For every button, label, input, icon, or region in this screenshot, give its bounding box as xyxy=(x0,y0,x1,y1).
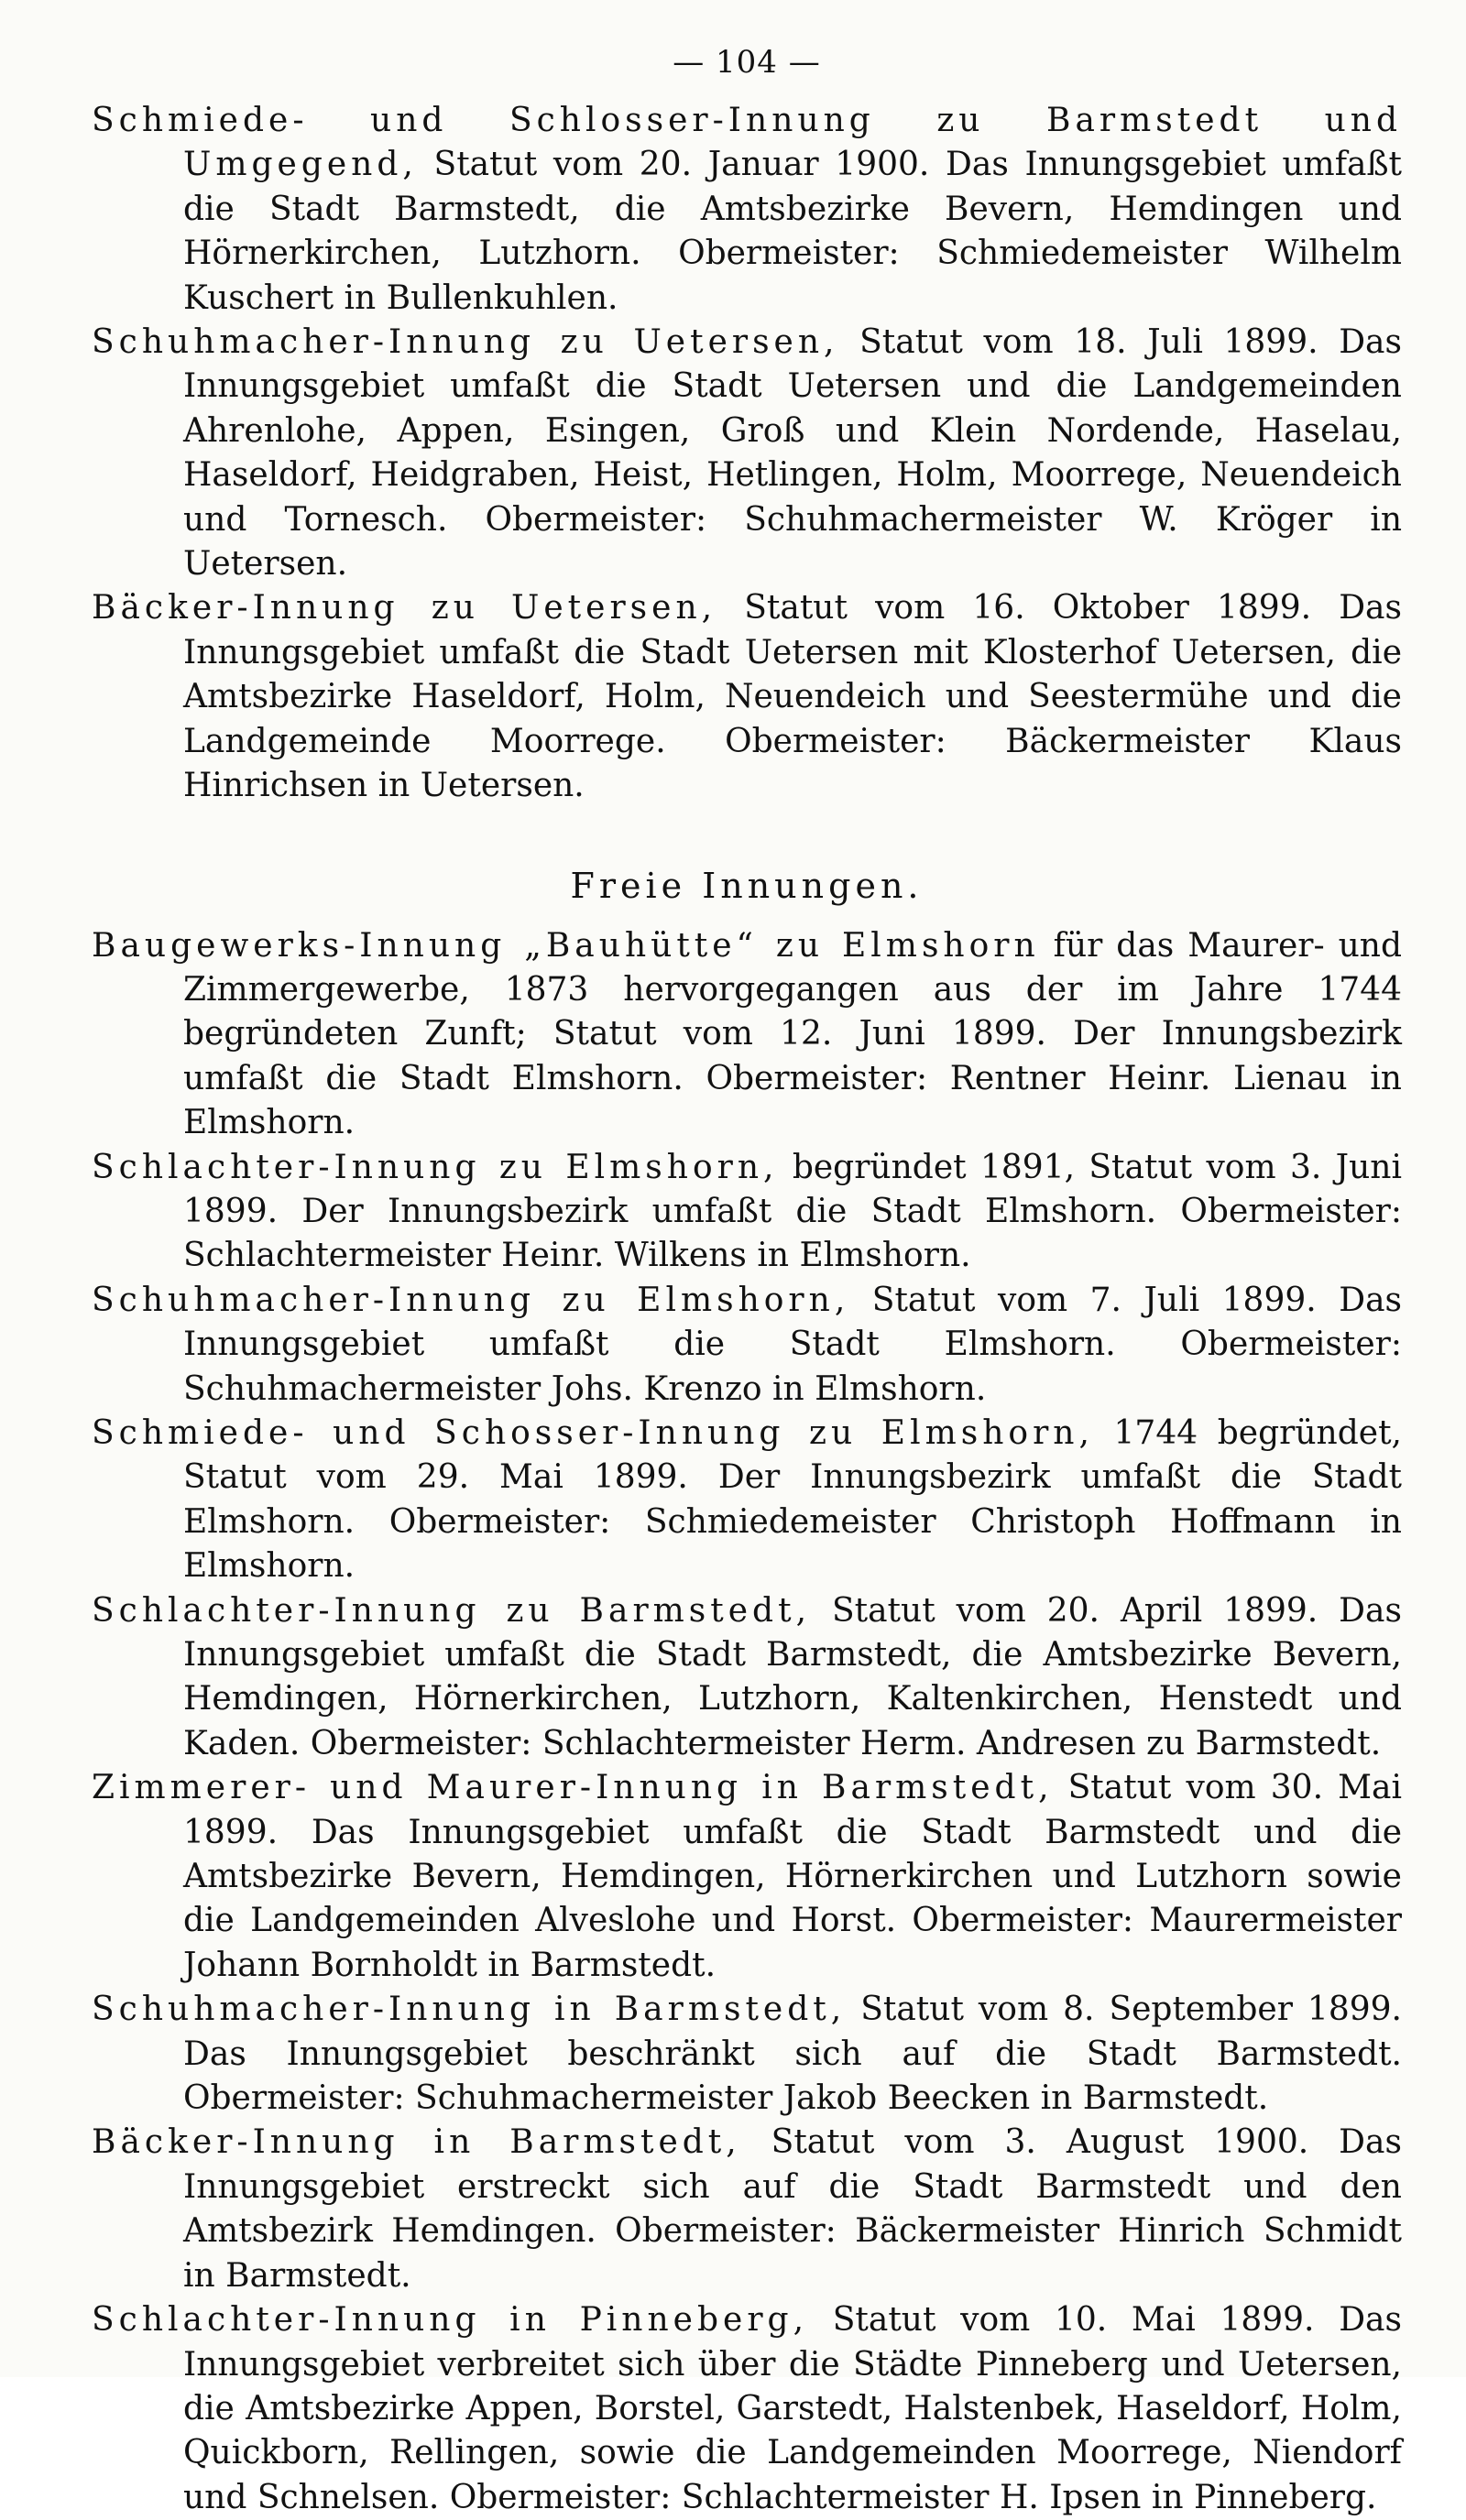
guild-description: Statut vom 16. Oktober 1899. Das Innungsgebiet umfaßt die Stadt Uetersen mit Klosterhof Uetersen, die Amtsbezirke Haseldorf, Holm, Neuendeich und Seestermühe und die Landgemeinde Moorrege. Obermeister: Bäckermeister Klaus Hinrichsen in Uetersen. xyxy=(183,589,1402,804)
guild-heading: Schlachter-Innung zu Elmshorn, xyxy=(92,1149,778,1186)
guild-heading: Baugewerks-Innung „Bauhütte“ zu Elmshorn xyxy=(92,927,1040,965)
guild-heading: Schmiede- und Schosser-Innung zu Elmshorn, xyxy=(92,1414,1094,1452)
guild-heading: Bäcker-Innung in Barmstedt, xyxy=(92,2123,741,2161)
page-number: — 104 — xyxy=(92,44,1402,81)
guild-heading: Schuhmacher-Innung zu Elmshorn, xyxy=(92,1282,849,1319)
entries-before xyxy=(92,99,1402,809)
guild-entry xyxy=(92,2298,1402,2520)
guild-entry xyxy=(92,2121,1402,2298)
guild-description: Statut vom 30. Mai 1899. Das Innungsgebiet umfaßt die Stadt Barmstedt und die Amtsbezirke Bevern, Hemdingen, Hörnerkirchen und Lutzhorn sowie die Landgemeinden Alveslohe und Horst. Obermeister: Maurermeister Johann Bornholdt in Barmstedt. xyxy=(183,1769,1402,1984)
guild-entry xyxy=(92,1589,1402,1767)
guild-entry xyxy=(92,924,1402,1146)
guild-entry xyxy=(92,1279,1402,1412)
guild-entry xyxy=(92,1412,1402,1589)
guild-entry xyxy=(92,1766,1402,1988)
guild-entry xyxy=(92,99,1402,321)
guild-heading: Bäcker-Innung zu Uetersen, xyxy=(92,589,717,627)
guild-description: Statut vom 3. August 1900. Das Innungsgebiet erstreckt sich auf die Stadt Barmstedt und den Amtsbezirk Hemdingen. Obermeister: Bäckermeister Hinrich Schmidt in Barmstedt. xyxy=(183,2123,1402,2294)
guild-description: 1744 begründet, Statut vom 29. Mai 1899. Der Innungsbezirk umfaßt die Stadt Elmshorn. Obermeister: Schmiedemeister Christoph Hoffmann in Elmshorn. xyxy=(183,1414,1402,1585)
guild-heading: Schlachter-Innung in Pinneberg, xyxy=(92,2301,808,2339)
guild-description: Statut vom 18. Juli 1899. Das Innungsgebiet umfaßt die Stadt Uetersen und die Landgemeinden Ahrenlohe, Appen, Esingen, Groß und Klein Nordende, Haselau, Haseldorf, Heidgraben, Heist, Hetlingen, Holm, Moorrege, Neuendeich und Tornesch. Obermeister: Schuhmachermeister W. Kröger in Uetersen. xyxy=(183,323,1402,583)
guild-description: begründet 1891, Statut vom 3. Juni 1899. Der Innungsbezirk umfaßt die Stadt Elmshorn. Obermeister: Schlachtermeister Heinr. Wilkens in Elmshorn. xyxy=(183,1149,1402,1275)
guild-description: Statut vom 10. Mai 1899. Das Innungsgebiet verbreitet sich über die Städte Pinneberg und Uetersen, die Amtsbezirke Appen, Borstel, Garstedt, Halstenbek, Haseldorf, Holm, Quickborn, Rellingen, sowie die Landgemeinden Moorrege, Niendorf und Schnelsen. Obermeister: Schlachtermeister H. Ipsen in Pinneberg. xyxy=(183,2301,1402,2516)
guild-heading: Schuhmacher-Innung in Barmstedt, xyxy=(92,1991,846,2028)
guild-entry xyxy=(92,586,1402,808)
guild-entry xyxy=(92,321,1402,586)
guild-description: Statut vom 20. April 1899. Das Innungsgebiet umfaßt die Stadt Barmstedt, die Amtsbezirke Bevern, Hemdingen, Hörnerkirchen, Lutzhorn, Kaltenkirchen, Henstedt und Kaden. Obermeister: Schlachtermeister Herm. Andresen zu Barmstedt. xyxy=(183,1592,1402,1762)
section-title: Freie Innungen. xyxy=(92,866,1402,906)
guild-heading: Schuhmacher-Innung zu Uetersen, xyxy=(92,323,839,361)
guild-description: Statut vom 20. Januar 1900. Das Innungsgebiet umfaßt die Stadt Barmstedt, die Amtsbezirke Bevern, Hemdingen und Hörnerkirchen, Lutzhorn. Obermeister: Schmiedemeister Wilhelm Kuschert in Bullenkuhlen. xyxy=(183,146,1402,316)
guild-description: für das Maurer- und Zimmergewerbe, 1873 hervorgegangen aus der im Jahre 1744 begründeten Zunft; Statut vom 12. Juni 1899. Der Innungsbezirk umfaßt die Stadt Elmshorn. Obermeister: Rentner Heinr. Lienau in Elmshorn. xyxy=(183,927,1402,1142)
guild-description: Statut vom 8. September 1899. Das Innungsgebiet beschränkt sich auf die Stadt Barmstedt. Obermeister: Schuhmachermeister Jakob Beecken in Barmstedt. xyxy=(183,1991,1402,2117)
guild-heading: Schmiede- und Schlosser-Innung zu Barmstedt und Umgegend, xyxy=(92,102,1402,183)
guild-description: Statut vom 7. Juli 1899. Das Innungsgebiet umfaßt die Stadt Elmshorn. Obermeister: Schuhmachermeister Johs. Krenzo in Elmshorn. xyxy=(183,1282,1402,1408)
guild-heading: Zimmerer- und Maurer-Innung in Barmstedt, xyxy=(92,1769,1054,1806)
entries-after xyxy=(92,924,1402,2520)
guild-heading: Schlachter-Innung zu Barmstedt, xyxy=(92,1592,811,1630)
guild-entry xyxy=(92,1146,1402,1279)
guild-entry xyxy=(92,1988,1402,2121)
